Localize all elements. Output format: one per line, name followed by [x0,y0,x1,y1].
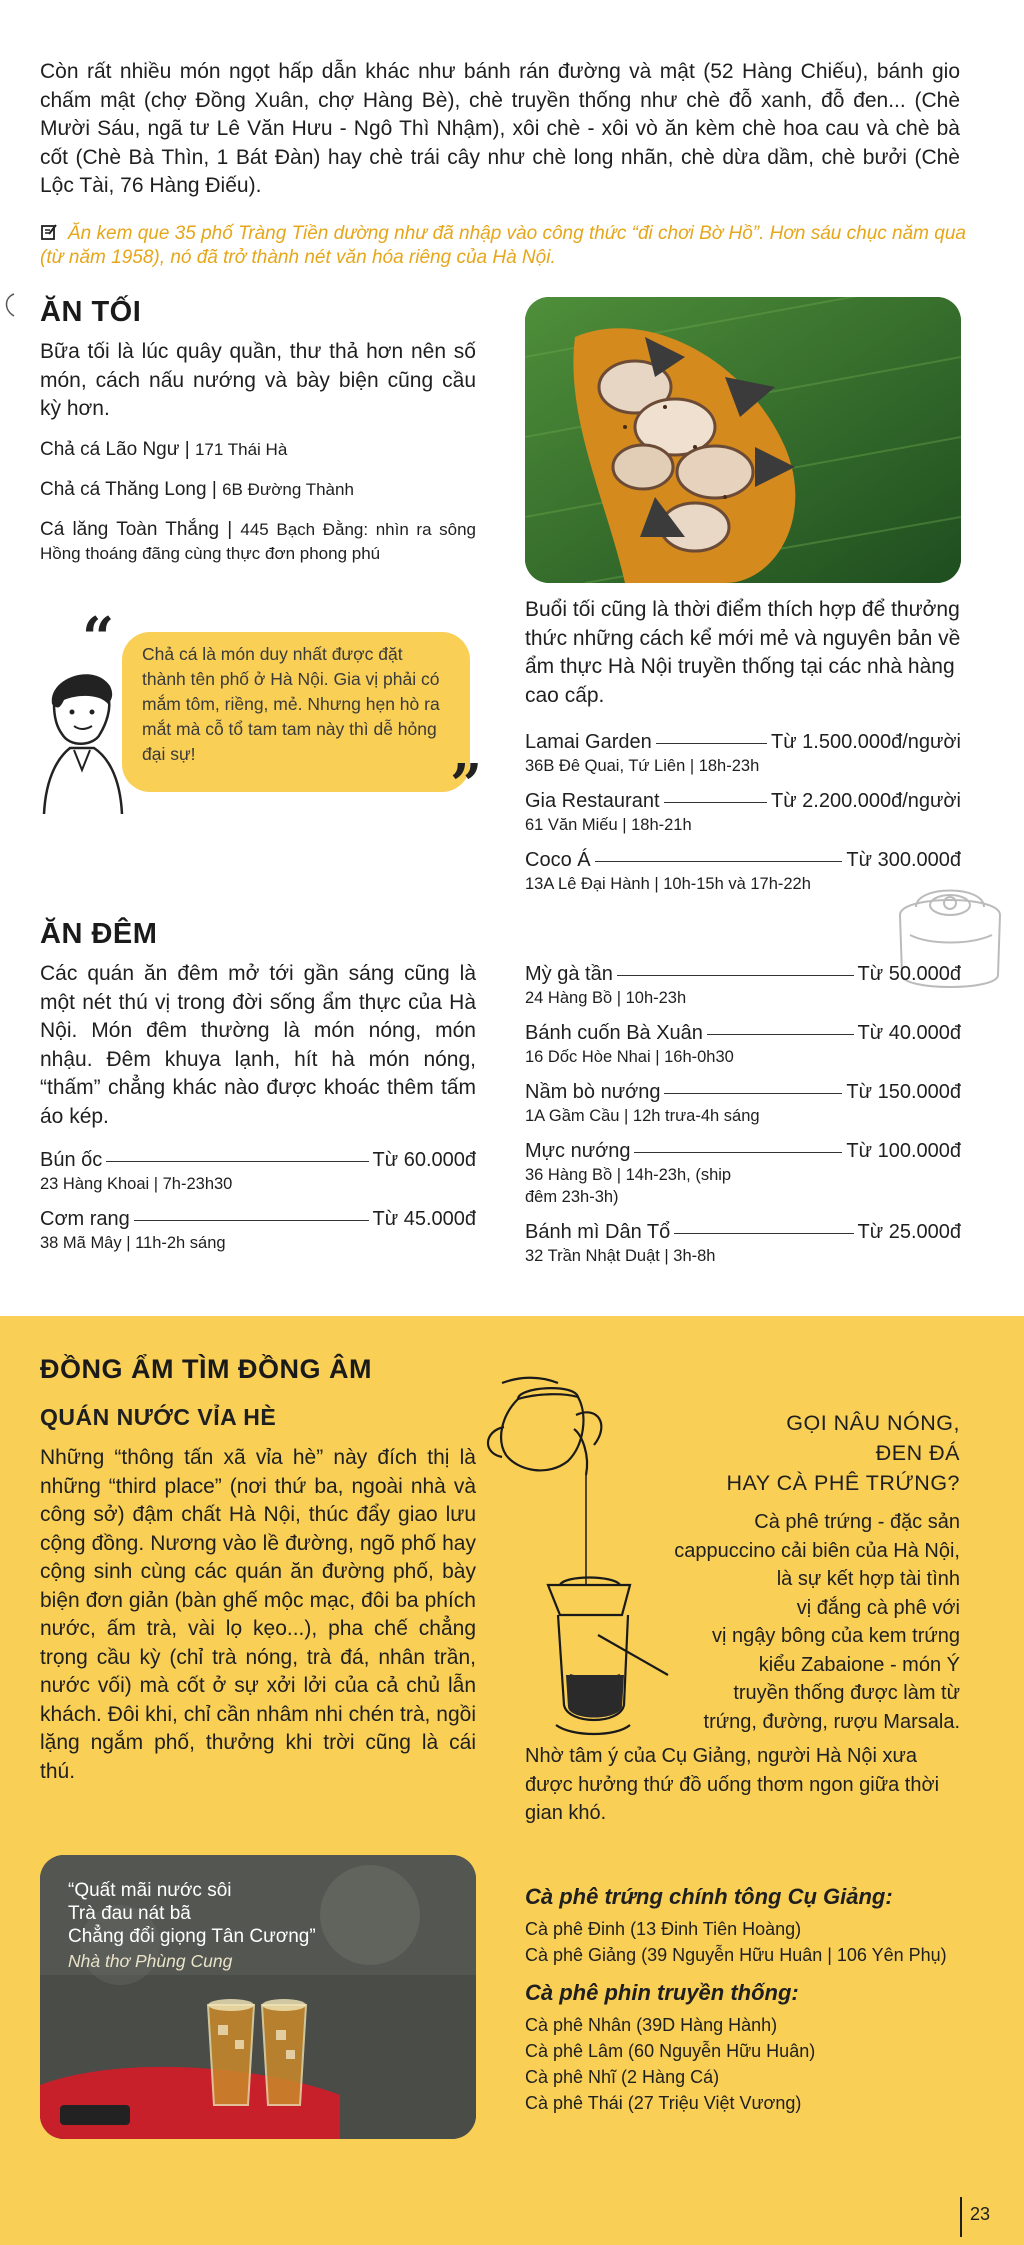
coffee-place-item: Cà phê Nhân (39D Hàng Hành) [525,2015,778,2035]
night-item: Bún ốc Từ 60.000đ 23 Hàng Khoai | 7h-23h30 [40,1149,476,1193]
an-toi-right-intro: Buổi tối cũng là thời điểm thích hợp để thưởng thức những cách kể mới mẻ và nguyên bản về ẩm thực Hà Nội truyền thống tại các nhà hàng cao cấp. [525,598,961,707]
night-item: Mực nướng Từ 100.000đ 36 Hàng Bồ | 14h-23h, (ship đêm 23h-3h) [525,1140,961,1206]
intro-paragraph: Còn rất nhiều món ngọt hấp dẫn khác như bánh rán đường và mật (52 Hàng Chiếu), bánh gio chấm mật (chợ Đồng Xuân, chợ Hàng Bè), chè truyền thống như chè đỗ xanh, đỗ đen... (Chè Mười Sáu, ngã tư Lê Văn Hưu - Ngô Thì Nhậm), xôi chè - xôi vò ăn kèm chè hoa cau và chè bà cốt (Chè Bà Thìn, 1 Bát Đàn) hay chè trái cây như chè long nhãn, chè dừa dầm, chè bưởi (Chè Lộc Tài, 76 Hàng Điếu). [40,60,960,197]
subtitle-quan-nuoc: QUÁN NƯỚC VỈA HÈ [40,1404,277,1430]
page-number-bar [960,2197,962,2237]
decorative-sketch [0,292,16,318]
poem-author: Nhà thơ Phùng Cung [68,1951,233,1971]
night-item: Nầm bò nướng Từ 150.000đ 1A Gầm Cầu | 12h trưa-4h sáng [525,1081,961,1125]
tip-note [40,222,970,270]
section-title-an-toi: ĂN TỐI [40,296,142,328]
night-item: Bánh mì Dân Tổ Từ 25.000đ 32 Trần Nhật Duật | 3h-8h [525,1221,961,1265]
coffee-place-item: Cà phê Thái (27 Triệu Việt Vương) [525,2093,802,2113]
open-quote-mark: “ [82,605,115,671]
section-title-an-dem: ĂN ĐÊM [40,918,158,950]
close-quote-mark: ” [450,752,483,818]
pencil-note-icon [40,223,58,241]
night-list-left [40,1148,476,1254]
an-toi-places [40,438,476,582]
phin-coffee-heading: Cà phê phin truyền thống: [525,1980,799,2005]
restaurant-item: Gia Restaurant Từ 2.200.000đ/người 61 Văn Miếu | 18h-21h [525,790,961,834]
night-item: Bánh cuốn Bà Xuân Từ 40.000đ 16 Dốc Hòe Nhai | 16h-0h30 [525,1022,961,1066]
night-item: Mỳ gà tần Từ 50.000đ 24 Hàng Bồ | 10h-23h [525,963,961,1007]
restaurant-item: Lamai Garden Từ 1.500.000đ/người 36B Đê Quai, Tứ Liên | 18h-23h [525,731,961,775]
coffee-body: Cà phê trứng - đặc sản cappuccino cải biên của Hà Nội, là sự kết hợp tài tình vị đắng cà phê với vị ngậy bông của kem trứng kiểu Zabaione - món Ý truyền thống được làm từ trứng, đường, rượu Marsala. [674,1511,960,1733]
page-number: 23 [970,2204,991,2224]
quote-bubble: Chả cá là món duy nhất được đặt thành tên phố ở Hà Nội. Gia vị phải có mắm tôm, riềng, mẻ. Nhưng hẹn hò ra mắt mà cỗ tổ tam tam này thì dễ hỏng đại sự! [122,632,470,792]
coffee-place-item: Cà phê Nhĩ (2 Hàng Cá) [525,2067,720,2087]
restaurant-list [525,730,961,895]
tea-photo [40,1855,476,2139]
night-list-right [525,962,961,1267]
place-item: Chả cá Thăng Long | 6B Đường Thành [40,479,354,500]
coffee-body-tail: Nhờ tâm ý của Cụ Giảng, người Hà Nội xưa được hưởng thứ đồ uống thơm ngon giữa thời gian khó. [525,1745,940,1824]
coffee-places [525,1884,965,2116]
coffee-title: GỌI NÂU NÓNG, ĐEN ĐÁ HAY CÀ PHÊ TRỨNG? [726,1411,960,1495]
an-toi-intro: Bữa tối là lúc quây quần, thư thả hơn nên số món, cách nấu nướng và bày biện cũng cầu kỳ hơn. [40,340,476,420]
coffee-place-item: Cà phê Lâm (60 Nguyễn Hữu Huân) [525,2041,816,2061]
cartoon-man-illustration [34,664,130,814]
night-item: Cơm rang Từ 45.000đ 38 Mã Mây | 11h-2h sáng [40,1208,476,1252]
place-item: Cá lăng Toàn Thắng | 445 Bạch Đằng: nhìn ra sông Hồng thoáng đãng cùng thực đơn phong phú [40,519,476,563]
food-photo [525,297,961,583]
coffee-place-item: Cà phê Đinh (13 Đinh Tiên Hoàng) [525,1919,802,1939]
coffee-place-item: Cà phê Giảng (39 Nguyễn Hữu Huân | 106 Yên Phụ) [525,1945,947,1965]
poem-quote: “Quất mãi nước sôi Trà đau nát bã Chẳng đổi giọng Tân Cương” [68,1880,316,1947]
an-dem-intro: Các quán ăn đêm mở tới gần sáng cũng là một nét thú vị trong đời sống ẩm thực của Hà Nội. Món đêm thường là món nóng, món nhậu. Đêm khuya lạnh, hít hà món nóng, “thấm” chẳng khác nào được khoác thêm tấm áo kép. [40,962,476,1128]
egg-coffee-heading: Cà phê trứng chính tông Cụ Giảng: [525,1884,893,1909]
dong-am-body: Những “thông tấn xã vỉa hè” này đích thị là những “third place” (nơi thứ ba, ngoài nhà và công sở) đậm chất Hà Nội, thúc đẩy giao lưu cộng đồng. Nương vào lề đường, ngõ phố hay cộng sinh cùng các quán ăn đường phố, bày biện đơn giản (bàn ghế mộc mạc, đôi ba phích nước, ấm trà, vài lọ kẹo...), pha chế chẳng trọng cầu kỳ (chỉ trà nóng, trà đá, nhân trần, nước vối) mà cốt ở sự xởi lởi của cả chủ lẫn khách. Đôi khi, chỉ cần nhâm nhi chén trà, ngồi lặng ngắm phố, thưởng khi trời cũng là cái thú. [40,1446,476,1783]
section-title-dong-am: ĐỒNG ẨM TÌM ĐỒNG ÂM [40,1354,372,1384]
restaurant-item: Coco Á Từ 300.000đ 13A Lê Đại Hành | 10h-15h và 17h-22h [525,849,961,893]
tip-text: Ăn kem que 35 phố Tràng Tiền dường như đã nhập vào công thức “đi chơi Bờ Hồ”. Hơn sáu chục năm qua (từ năm 1958), nó đã trở thành nét văn hóa riêng của Hà Nội. [40,223,966,268]
place-item: Chả cá Lão Ngư | 171 Thái Hà [40,439,288,460]
